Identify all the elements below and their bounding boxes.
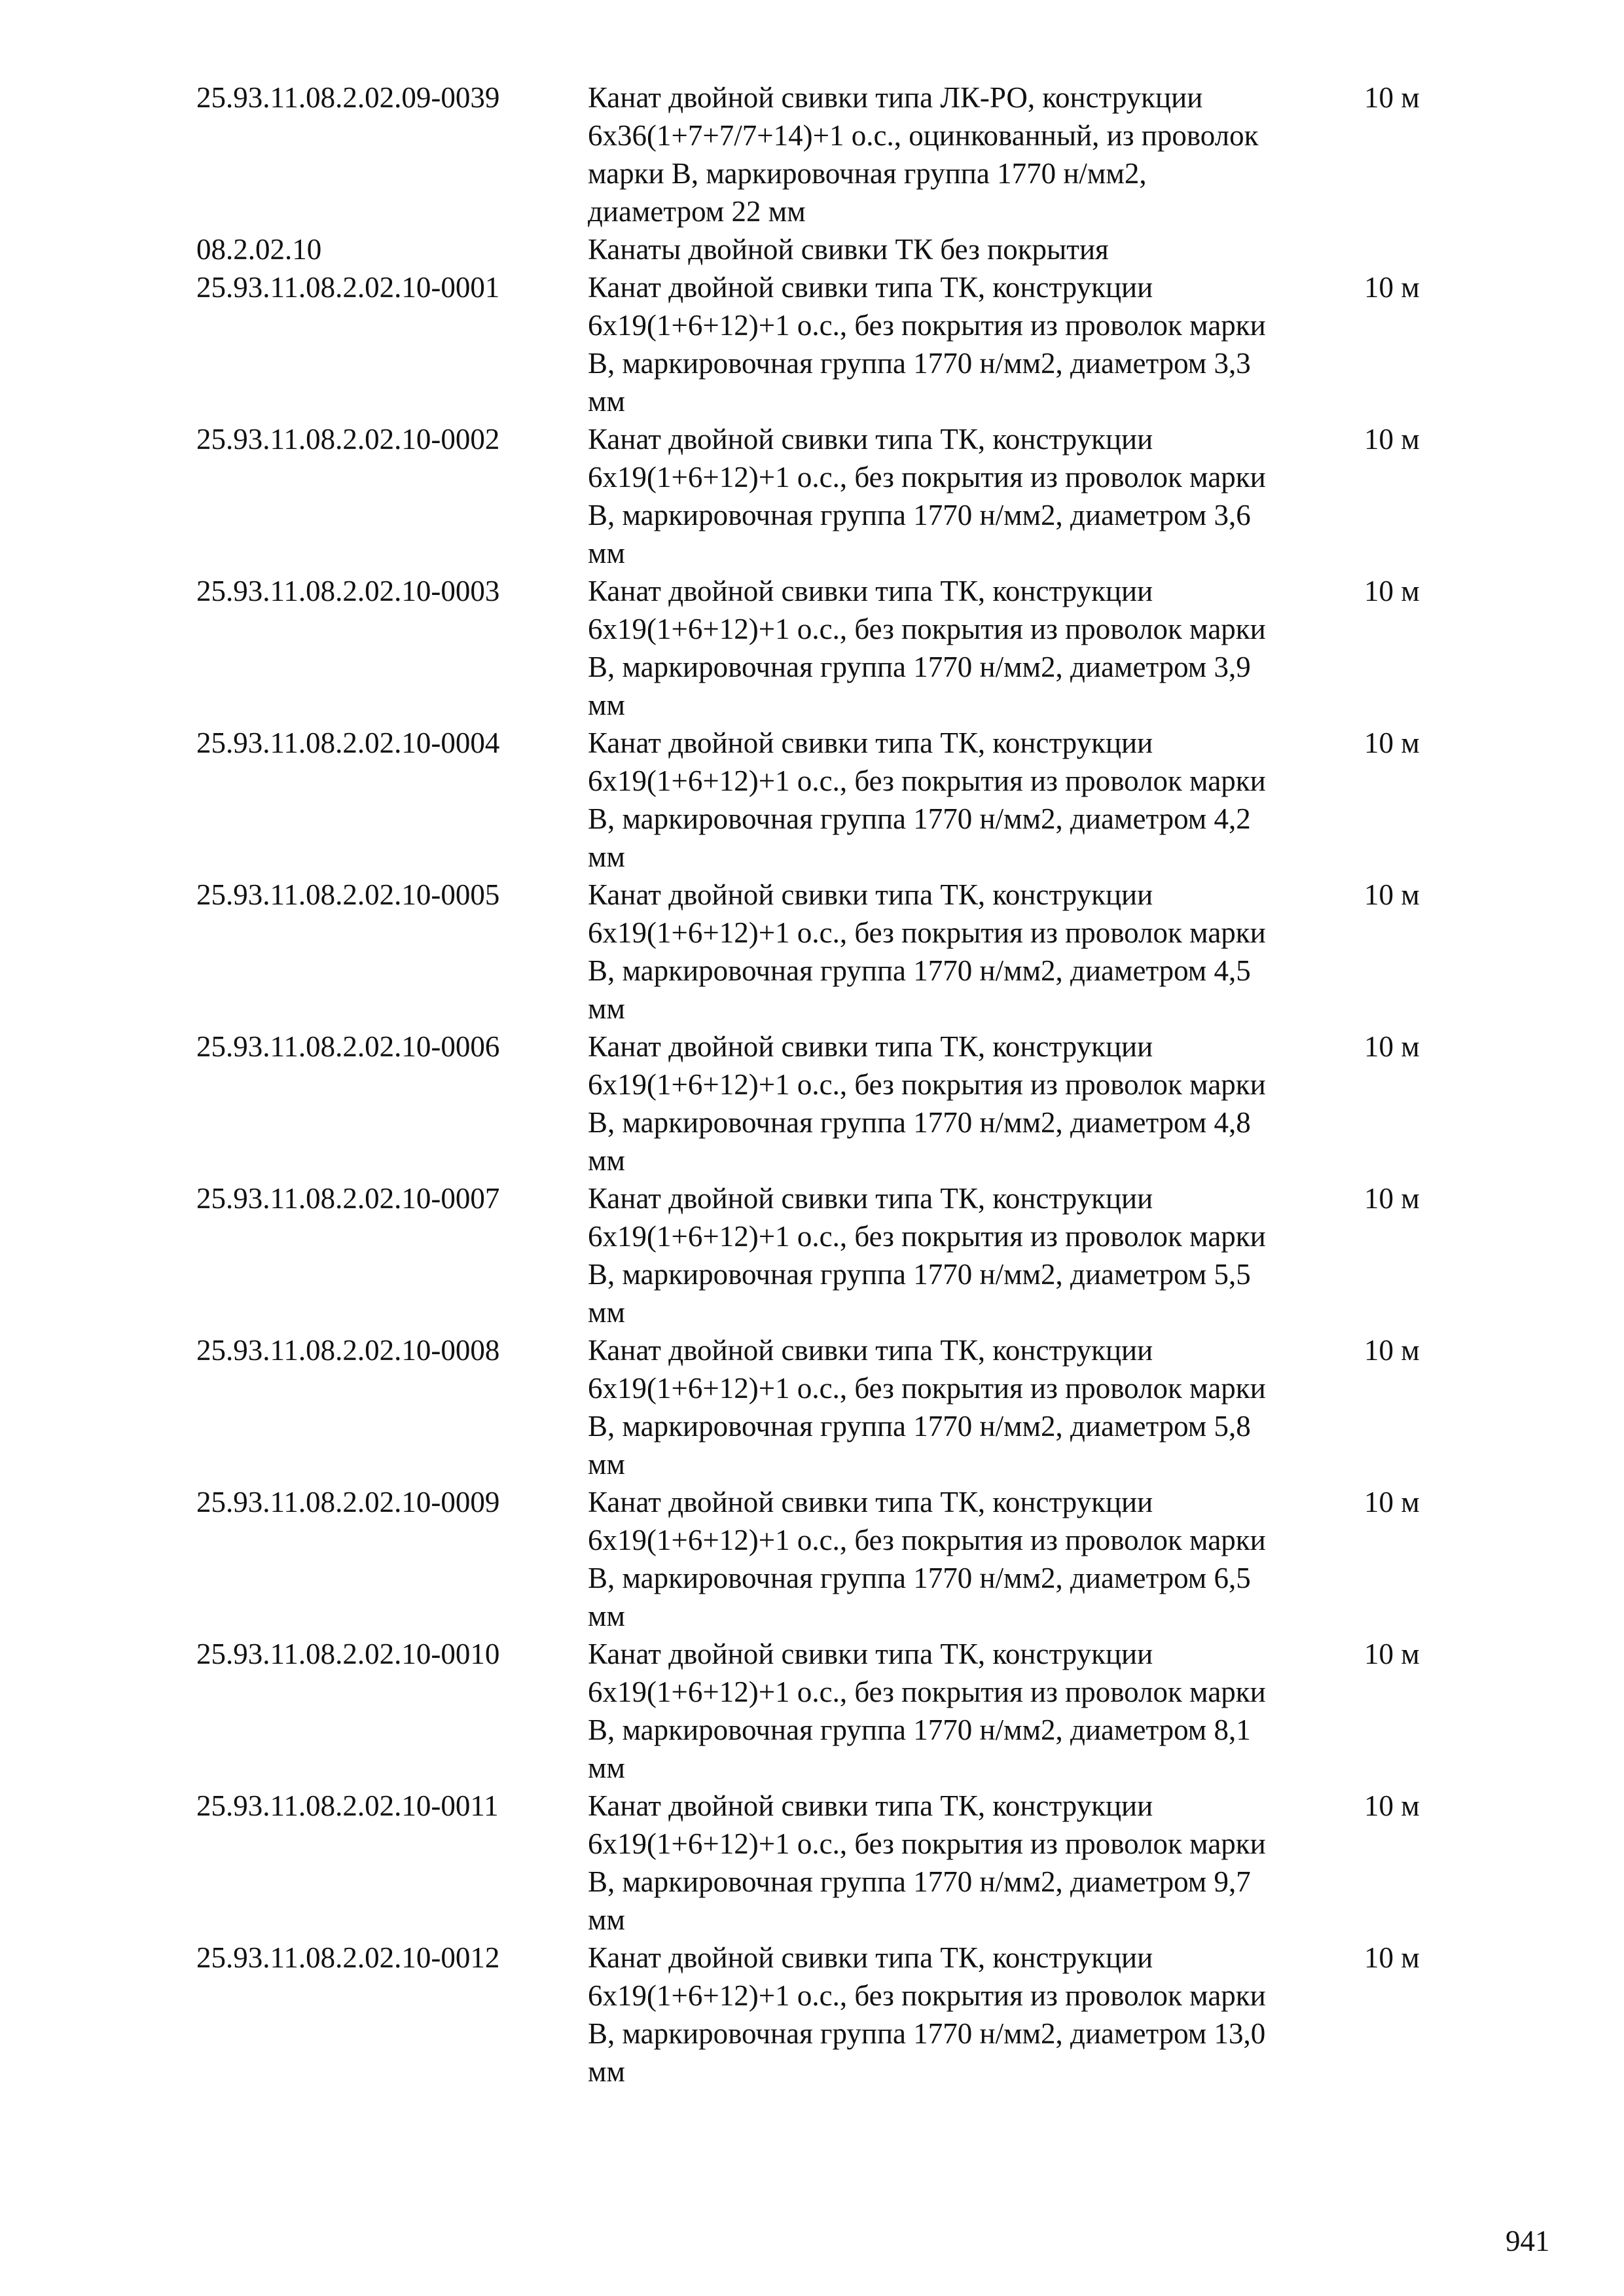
resource-description xyxy=(588,1787,1360,1939)
resource-description xyxy=(588,79,1360,230)
description-line: мм xyxy=(588,1600,625,1632)
description-line: 6х19(1+6+12)+1 о.с., без покрытия из проволок марки xyxy=(588,309,1266,342)
unit-of-measure: 10 м xyxy=(1364,1638,1420,1670)
description-line: Канат двойной свивки типа ТК, конструкции xyxy=(588,575,1153,607)
resource-code: 25.93.11.08.2.02.10-0012 xyxy=(196,1941,500,1974)
table-row xyxy=(196,572,1506,724)
page-number: 941 xyxy=(1506,2225,1550,2257)
resource-code: 25.93.11.08.2.02.10-0003 xyxy=(196,575,500,607)
description-line: Канат двойной свивки типа ТК, конструкции xyxy=(588,726,1153,759)
description-line: Канат двойной свивки типа ТК, конструкции xyxy=(588,423,1153,456)
resource-code: 25.93.11.08.2.02.10-0009 xyxy=(196,1486,500,1518)
unit-of-measure xyxy=(1360,230,1491,268)
description-line: 6х19(1+6+12)+1 о.с., без покрытия из проволок марки xyxy=(588,1524,1266,1556)
resource-description xyxy=(588,420,1360,572)
resource-code: 25.93.11.08.2.02.10-0006 xyxy=(196,1030,500,1063)
unit-of-measure: 10 м xyxy=(1364,1486,1420,1518)
description-line: Канат двойной свивки типа ЛК-РО, конструкции xyxy=(588,81,1203,114)
resource-code: 08.2.02.10 xyxy=(196,233,322,266)
unit-of-measure: 10 м xyxy=(1364,878,1420,911)
unit-of-measure: 10 м xyxy=(1364,1030,1420,1063)
unit-of-measure: 10 м xyxy=(1364,1182,1420,1215)
resource-code: 25.93.11.08.2.02.10-0001 xyxy=(196,271,500,304)
description-line: Канат двойной свивки типа ТК, конструкции xyxy=(588,1182,1153,1215)
description-line: Канат двойной свивки типа ТК, конструкции xyxy=(588,1334,1153,1367)
description-line: мм xyxy=(588,689,625,721)
description-line: 6х19(1+6+12)+1 о.с., без покрытия из проволок марки xyxy=(588,1068,1266,1101)
table-row xyxy=(196,724,1506,876)
resource-code: 25.93.11.08.2.02.09-0039 xyxy=(196,81,500,114)
resource-description xyxy=(588,268,1360,420)
description-line: 6х36(1+7+7/7+14)+1 о.с., оцинкованный, из проволок xyxy=(588,119,1259,152)
description-line: 6х19(1+6+12)+1 о.с., без покрытия из проволок марки xyxy=(588,1372,1266,1405)
table-row xyxy=(196,1483,1506,1635)
table-row xyxy=(196,876,1506,1028)
resource-description xyxy=(588,230,1360,268)
description-line: мм xyxy=(588,1751,625,1784)
resource-code: 25.93.11.08.2.02.10-0011 xyxy=(196,1789,499,1822)
resource-description xyxy=(588,1483,1360,1635)
unit-of-measure: 10 м xyxy=(1364,726,1420,759)
description-line: В, маркировочная группа 1770 н/мм2, диаметром 5,8 xyxy=(588,1410,1251,1443)
unit-of-measure: 10 м xyxy=(1364,271,1420,304)
description-line: В, маркировочная группа 1770 н/мм2, диаметром 4,5 xyxy=(588,954,1251,987)
description-line: 6х19(1+6+12)+1 о.с., без покрытия из проволок марки xyxy=(588,764,1266,797)
description-line: В, маркировочная группа 1770 н/мм2, диаметром 3,9 xyxy=(588,651,1251,683)
resource-description xyxy=(588,1939,1360,2090)
table-row xyxy=(196,1635,1506,1787)
table-row xyxy=(196,1939,1506,2090)
table-row xyxy=(196,420,1506,572)
description-line: Канаты двойной свивки ТК без покрытия xyxy=(588,233,1109,266)
unit-of-measure: 10 м xyxy=(1364,81,1420,114)
description-line: диаметром 22 мм xyxy=(588,195,806,228)
resource-code: 25.93.11.08.2.02.10-0004 xyxy=(196,726,500,759)
resource-code: 25.93.11.08.2.02.10-0005 xyxy=(196,878,500,911)
table-row xyxy=(196,79,1506,230)
description-line: В, маркировочная группа 1770 н/мм2, диаметром 5,5 xyxy=(588,1258,1251,1291)
description-line: марки В, маркировочная группа 1770 н/мм2, xyxy=(588,157,1147,190)
resource-description xyxy=(588,1179,1360,1331)
table-row xyxy=(196,230,1506,268)
resource-description xyxy=(588,1635,1360,1787)
description-line: Канат двойной свивки типа ТК, конструкции xyxy=(588,1030,1153,1063)
table-row xyxy=(196,1331,1506,1483)
description-line: 6х19(1+6+12)+1 о.с., без покрытия из проволок марки xyxy=(588,613,1266,645)
description-line: 6х19(1+6+12)+1 о.с., без покрытия из проволок марки xyxy=(588,1220,1266,1253)
description-line: 6х19(1+6+12)+1 о.с., без покрытия из проволок марки xyxy=(588,1979,1266,2012)
description-line: мм xyxy=(588,1903,625,1936)
description-line: В, маркировочная группа 1770 н/мм2, диаметром 4,8 xyxy=(588,1106,1251,1139)
resource-description xyxy=(588,572,1360,724)
description-line: мм xyxy=(588,840,625,873)
description-line: В, маркировочная группа 1770 н/мм2, диаметром 4,2 xyxy=(588,802,1251,835)
description-line: В, маркировочная группа 1770 н/мм2, диаметром 3,6 xyxy=(588,499,1251,531)
description-line: В, маркировочная группа 1770 н/мм2, диаметром 9,7 xyxy=(588,1865,1251,1898)
description-line: 6х19(1+6+12)+1 о.с., без покрытия из проволок марки xyxy=(588,1676,1266,1708)
resource-code: 25.93.11.08.2.02.10-0008 xyxy=(196,1334,500,1367)
resource-table xyxy=(196,79,1506,2090)
unit-of-measure: 10 м xyxy=(1364,575,1420,607)
resource-code: 25.93.11.08.2.02.10-0002 xyxy=(196,423,500,456)
description-line: В, маркировочная группа 1770 н/мм2, диаметром 3,3 xyxy=(588,347,1251,380)
description-line: Канат двойной свивки типа ТК, конструкции xyxy=(588,1486,1153,1518)
description-line: Канат двойной свивки типа ТК, конструкции xyxy=(588,1638,1153,1670)
description-line: 6х19(1+6+12)+1 о.с., без покрытия из проволок марки xyxy=(588,461,1266,493)
table-row xyxy=(196,1028,1506,1179)
description-line: В, маркировочная группа 1770 н/мм2, диаметром 13,0 xyxy=(588,2017,1266,2050)
description-line: мм xyxy=(588,537,625,569)
table-row xyxy=(196,1787,1506,1939)
resource-description xyxy=(588,724,1360,876)
description-line: мм xyxy=(588,1144,625,1177)
resource-description xyxy=(588,1331,1360,1483)
resource-code: 25.93.11.08.2.02.10-0007 xyxy=(196,1182,500,1215)
table-row xyxy=(196,1179,1506,1331)
resource-description xyxy=(588,876,1360,1028)
description-line: Канат двойной свивки типа ТК, конструкции xyxy=(588,1789,1153,1822)
description-line: мм xyxy=(588,992,625,1025)
description-line: Канат двойной свивки типа ТК, конструкции xyxy=(588,271,1153,304)
description-line: мм xyxy=(588,1448,625,1480)
table-row xyxy=(196,268,1506,420)
unit-of-measure: 10 м xyxy=(1364,1941,1420,1974)
description-line: В, маркировочная группа 1770 н/мм2, диаметром 6,5 xyxy=(588,1562,1251,1594)
description-line: 6х19(1+6+12)+1 о.с., без покрытия из проволок марки xyxy=(588,916,1266,949)
unit-of-measure: 10 м xyxy=(1364,1789,1420,1822)
unit-of-measure: 10 м xyxy=(1364,1334,1420,1367)
description-line: мм xyxy=(588,2055,625,2088)
description-line: Канат двойной свивки типа ТК, конструкции xyxy=(588,878,1153,911)
description-line: мм xyxy=(588,1296,625,1329)
resource-description xyxy=(588,1028,1360,1179)
description-line: 6х19(1+6+12)+1 о.с., без покрытия из проволок марки xyxy=(588,1827,1266,1860)
unit-of-measure: 10 м xyxy=(1364,423,1420,456)
description-line: Канат двойной свивки типа ТК, конструкции xyxy=(588,1941,1153,1974)
description-line: мм xyxy=(588,385,625,418)
resource-code: 25.93.11.08.2.02.10-0010 xyxy=(196,1638,500,1670)
description-line: В, маркировочная группа 1770 н/мм2, диаметром 8,1 xyxy=(588,1713,1251,1746)
